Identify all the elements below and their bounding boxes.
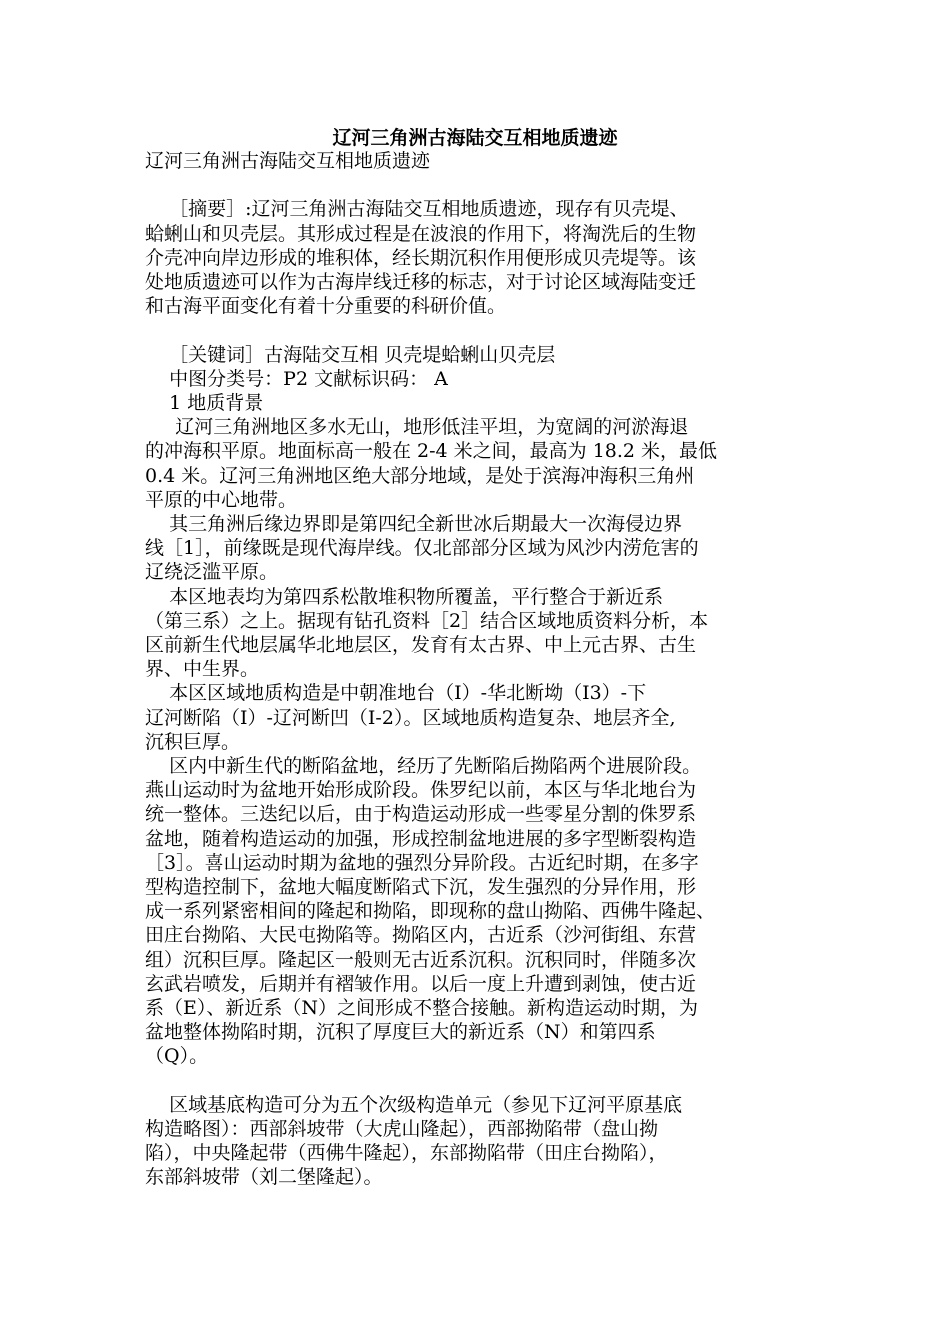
document-line: 线［1］，前缘既是现代海岸线。仅北部部分区域为风沙内涝危害的: [145, 537, 699, 560]
document-line: 沉积巨厚。: [145, 730, 241, 753]
document-line: 的冲海积平原。地面标高一般在 2-4 米之间，最高为 18.2 米，最低: [145, 440, 718, 463]
document-line: 本区区域地质构造是中朝准地台（Ⅰ）-华北断坳（Ⅰ3）-下: [145, 682, 647, 705]
document-line: 1 地质背景: [145, 392, 264, 414]
document-line: ［摘要］:辽河三角洲古海陆交互相地质遗迹，现存有贝壳堤、: [145, 198, 689, 221]
document-line: 辽绕泛滥平原。: [145, 561, 279, 584]
document-line: 盆地整体拗陷时期，沉积了厚度巨大的新近系（N）和第四系: [145, 1021, 656, 1044]
document-line: 构造略图）：西部斜坡带（大虎山隆起），西部拗陷带（盘山拗: [145, 1118, 659, 1140]
document-line: 处地质遗迹可以作为古海岸线迁移的标志，对于讨论区域海陆变迁: [145, 271, 697, 293]
document-line: 平原的中心地带。: [145, 488, 298, 511]
document-line: ［3］。喜山运动时期为盆地的强烈分异阶段。古近纪时期，在多字: [145, 851, 699, 874]
document-line: 辽河三角洲地区多水无山，地形低洼平坦，为宽阔的河淤海退: [145, 416, 689, 439]
document-line: 陷），中央隆起带（西佛牛隆起），东部拗陷带（田庄台拗陷），: [145, 1142, 668, 1165]
document-line: （第三系）之上。据现有钻孔资料［2］结合区域地质资料分析，本: [145, 609, 709, 632]
document-line: 型构造控制下，盆地大幅度断陷式下沉，发生强烈的分异作用，形: [145, 876, 697, 898]
document-line: 区前新生代地层属华北地层区，发育有太古界、中上元古界、古生: [145, 634, 697, 656]
document-line: 系（E）、新近系（N）之间形成不整合接触。新构造运动时期，为: [145, 997, 698, 1019]
document-title: 辽河三角洲古海陆交互相地质遗迹: [332, 127, 618, 149]
document-line: 组）沉积巨厚。隆起区一般则无古近系沉积。沉积同时，伴随多次: [145, 948, 697, 971]
document-line: 成一系列紧密相间的隆起和拗陷，即现称的盘山拗陷、西佛牛隆起、: [145, 900, 716, 923]
document-line: 玄武岩喷发，后期并有褶皱作用。以后一度上升遭到剥蚀，使古近: [145, 972, 697, 995]
document-line: 区域基底构造可分为五个次级构造单元（参见下辽河平原基底: [145, 1093, 683, 1116]
document-line: 辽河断陷（Ⅰ）-辽河断凹（Ⅰ-2）。区域地质构造复杂、地层齐全,: [145, 706, 676, 729]
document-line: 蛤蜊山和贝壳层。其形成过程是在波浪的作用下，将淘洗后的生物: [145, 222, 697, 245]
document-line: 其三角洲后缘边界即是第四纪全新世冰后期最大一次海侵边界: [145, 513, 683, 535]
document-line: 本区地表均为第四系松散堆积物所覆盖，平行整合于新近系: [145, 585, 664, 608]
document-line: 介壳冲向岸边形成的堆积体，经长期沉积作用便形成贝壳堤等。该: [145, 246, 697, 269]
document-line: 东部斜坡带（刘二堡隆起）。: [145, 1166, 383, 1189]
document-line: ［关键词］古海陆交互相 贝壳堤蛤蜊山贝壳层: [145, 343, 556, 366]
document-line: （Q）。: [145, 1045, 209, 1068]
document-subtitle: 辽河三角洲古海陆交互相地质遗迹: [145, 150, 431, 172]
document-line: 界、中生界。: [145, 658, 260, 681]
document-line: 区内中新生代的断陷盆地，经历了先断陷后拗陷两个进展阶段。: [145, 755, 702, 777]
document-line: 0.4 米。辽河三角洲地区绝大部分地域，是处于滨海冲海积三角州: [145, 464, 695, 487]
document-line: 燕山运动时为盆地开始形成阶段。侏罗纪以前，本区与华北地台为: [145, 779, 697, 802]
document-line: 和古海平面变化有着十分重要的科研价值。: [145, 295, 507, 318]
document-line: 盆地，随着构造运动的加强，形成控制盆地进展的多字型断裂构造: [145, 827, 697, 850]
document-line: 中图分类号：P2 文献标识码： A: [145, 367, 448, 390]
document-line: 统一整体。三迭纪以后，由于构造运动形成一些零星分割的侏罗系: [145, 803, 697, 826]
document-line: 田庄台拗陷、大民屯拗陷等。拗陷区内，古近系（沙河街组、东营: [145, 924, 697, 947]
